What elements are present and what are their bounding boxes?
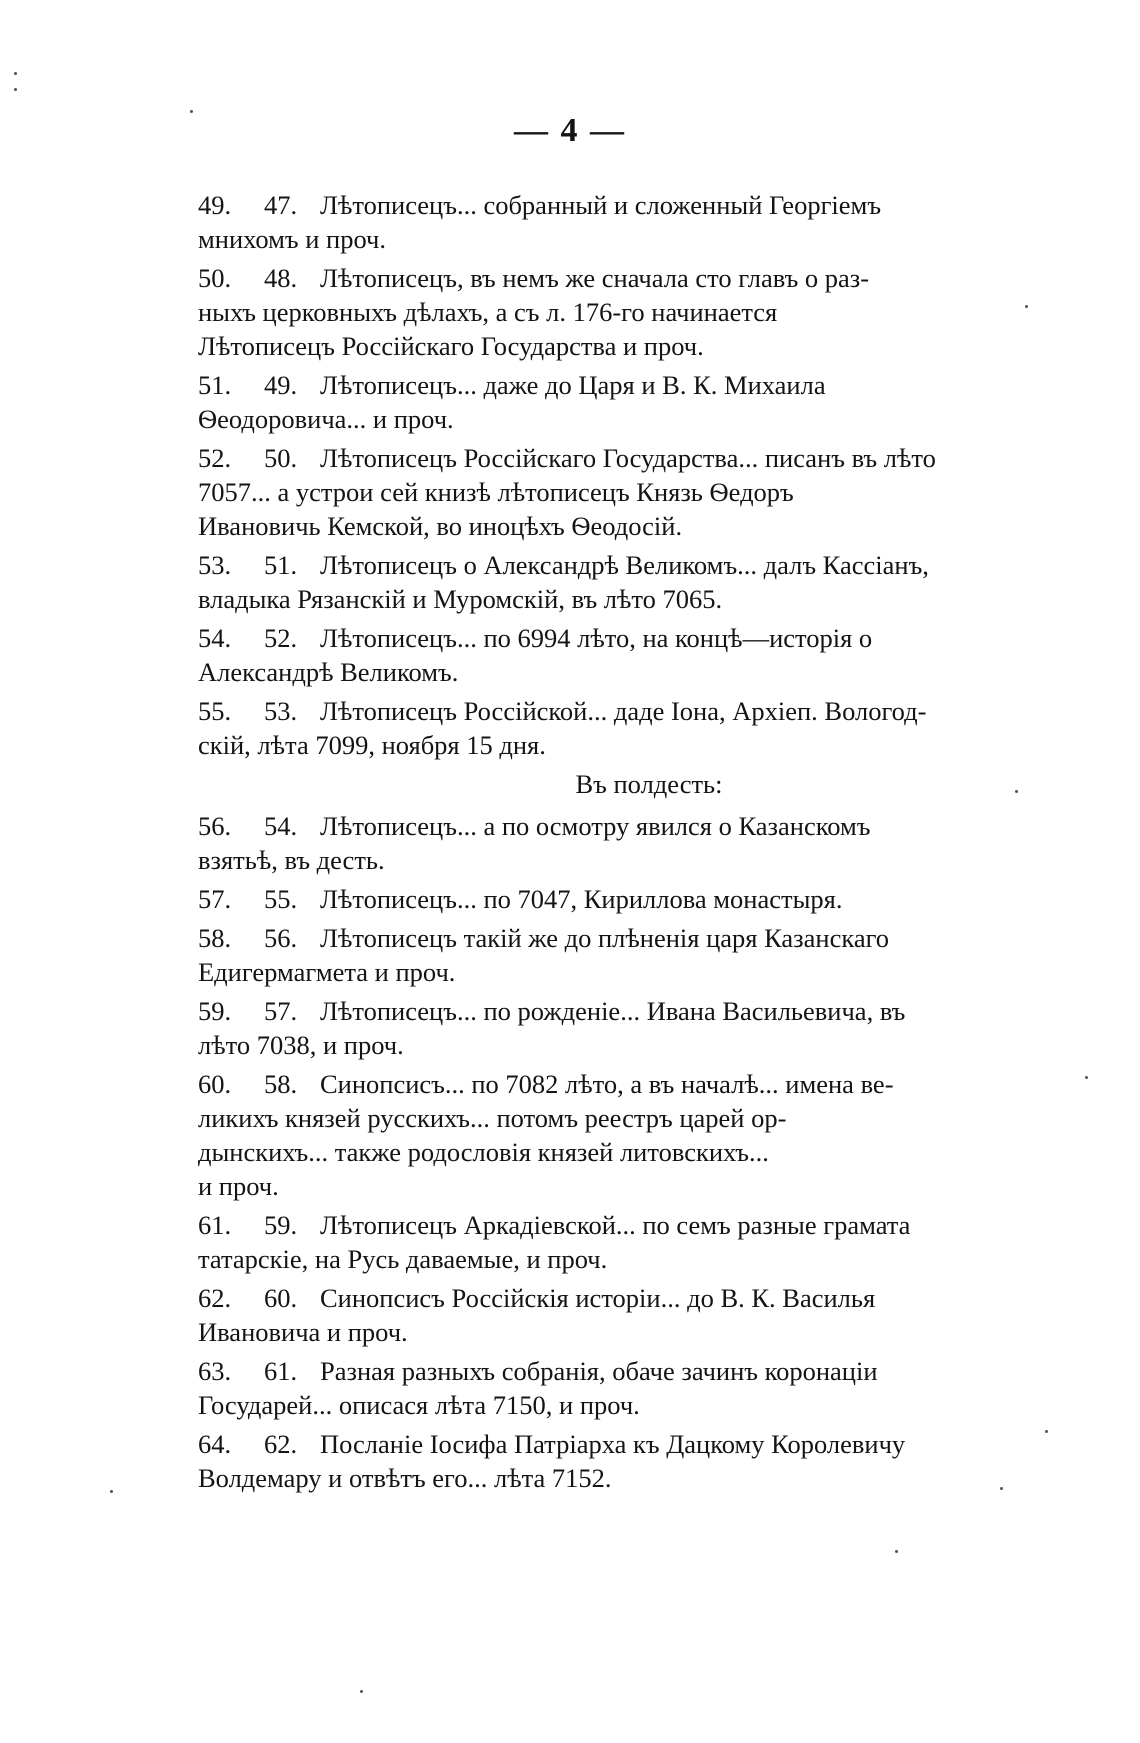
entry-line: дынскихъ... также родословія князей литовскихъ... [198, 1137, 769, 1167]
catalog-entry [198, 809, 980, 877]
entry-line: Александрѣ Великомъ. [198, 657, 459, 687]
entry-text [198, 1354, 980, 1422]
entry-number: 56. [198, 811, 232, 841]
entry-line: Лѣтописецъ Россійской... даде Іона, Архіеп. Вологод- [320, 696, 927, 726]
catalog-entry [198, 548, 980, 616]
scan-speck [110, 1490, 113, 1493]
entry-line: владыка Рязанскій и Муромскій, въ лѣто 7065. [198, 584, 723, 614]
entry-line: татарскіе, на Русь даваемые, и проч. [198, 1244, 608, 1274]
entry-line: Лѣтописецъ такій же до плѣненія царя Казанскаго [320, 923, 890, 953]
entry-line: и проч. [198, 1171, 279, 1201]
catalog-entry [198, 1208, 980, 1276]
entry-number: 62. [198, 1283, 232, 1313]
entry-text [198, 1281, 980, 1349]
entry-line: взятьѣ, въ десть. [198, 845, 385, 875]
scan-speck [360, 1690, 363, 1693]
entry-old-number: 49. [264, 370, 298, 400]
entry-number: 55. [198, 696, 232, 726]
entry-old-number: 54. [264, 811, 298, 841]
entry-text [198, 694, 980, 762]
entry-line: Лѣтописецъ... по 7047, Кириллова монастыря. [320, 884, 843, 914]
scan-speck [895, 1550, 898, 1553]
catalog-entry [198, 921, 980, 989]
entry-number: 63. [198, 1356, 232, 1386]
entry-text [198, 882, 980, 916]
entry-line: Лѣтописецъ... собранный и сложенный Георгіемъ [320, 190, 882, 220]
entry-old-number: 59. [264, 1210, 298, 1240]
catalog-entry [198, 1354, 980, 1422]
entry-line: Волдемару и отвѣтъ его... лѣта 7152. [198, 1463, 612, 1493]
catalog-entry [198, 1067, 980, 1203]
catalog-entry [198, 441, 980, 543]
catalog-entry [198, 368, 980, 436]
page-number: — 4 — [514, 112, 626, 149]
catalog-entry [198, 188, 980, 256]
entry-text [198, 921, 980, 989]
entry-line: 7057... а устрои сей книзѣ лѣтописецъ Князь Ѳедоръ [198, 477, 794, 507]
entry-old-number: 50. [264, 443, 298, 473]
entry-number: 49. [198, 190, 232, 220]
scan-speck [1085, 1076, 1088, 1079]
entry-number: 64. [198, 1429, 232, 1459]
entry-old-number: 48. [264, 263, 298, 293]
scan-speck [190, 110, 193, 113]
catalog-entries [198, 188, 980, 1500]
entry-old-number: 56. [264, 923, 298, 953]
entry-line: Лѣтописецъ, въ немъ же сначала сто главъ о раз- [320, 263, 870, 293]
catalog-entry [198, 882, 980, 916]
scan-speck [1045, 1430, 1048, 1433]
entry-number: 59. [198, 996, 232, 1026]
entry-number: 50. [198, 263, 232, 293]
entry-line: Ивановичь Кемской, во иноцѣхъ Ѳеодосій. [198, 511, 683, 541]
entry-line: Едигермагмета и проч. [198, 957, 456, 987]
entry-line: мнихомъ и проч. [198, 224, 386, 254]
entry-number: 52. [198, 443, 232, 473]
entry-number: 53. [198, 550, 232, 580]
section-heading: Въ полдесть: [575, 769, 723, 799]
entry-text [198, 261, 980, 363]
entry-line: лѣто 7038, и проч. [198, 1030, 404, 1060]
scan-speck [14, 72, 17, 75]
entry-number: 60. [198, 1069, 232, 1099]
entry-number: 54. [198, 623, 232, 653]
entry-line: Лѣтописецъ Аркадіевской... по семъ разные грамата [320, 1210, 911, 1240]
entry-text [198, 994, 980, 1062]
catalog-entry [198, 1281, 980, 1349]
entry-line: Лѣтописецъ о Александрѣ Великомъ... далъ Кассіанъ, [320, 550, 929, 580]
entry-text [198, 188, 980, 256]
entry-old-number: 55. [264, 884, 298, 914]
entry-line: Синопсисъ... по 7082 лѣто, а въ началѣ... имена ве- [320, 1069, 894, 1099]
entry-text [198, 1067, 980, 1203]
entry-line: Ѳеодоровича... и проч. [198, 404, 454, 434]
entry-text [198, 809, 980, 877]
entry-line: Ивановича и проч. [198, 1317, 408, 1347]
entry-old-number: 58. [264, 1069, 298, 1099]
entries-bottom-list [198, 809, 980, 1495]
entries-top-list [198, 188, 980, 762]
entry-text [198, 1208, 980, 1276]
entry-line: Государей... описася лѣта 7150, и проч. [198, 1390, 640, 1420]
catalog-entry [198, 994, 980, 1062]
catalog-entry [198, 261, 980, 363]
entry-old-number: 47. [264, 190, 298, 220]
entry-text [198, 1427, 980, 1495]
entry-old-number: 62. [264, 1429, 298, 1459]
entry-old-number: 60. [264, 1283, 298, 1313]
entry-number: 51. [198, 370, 232, 400]
entry-line: Синопсисъ Россійскія исторіи... до В. К. Василья [320, 1283, 876, 1313]
entry-line: Лѣтописецъ Россійскаго Государства и проч. [198, 331, 704, 361]
entry-line: Лѣтописецъ... по рожденіе... Ивана Васильевича, въ [320, 996, 906, 1026]
entry-text [198, 621, 980, 689]
entry-old-number: 57. [264, 996, 298, 1026]
entry-old-number: 53. [264, 696, 298, 726]
catalog-entry [198, 694, 980, 762]
entry-line: Лѣтописецъ Россійскаго Государства... писанъ въ лѣто [320, 443, 936, 473]
entry-line: Разная разныхъ собранія, обаче зачинъ коронаціи [320, 1356, 878, 1386]
entry-old-number: 61. [264, 1356, 298, 1386]
entry-number: 57. [198, 884, 232, 914]
entry-old-number: 51. [264, 550, 298, 580]
catalog-entry [198, 1427, 980, 1495]
entry-old-number: 52. [264, 623, 298, 653]
entry-text [198, 548, 980, 616]
entry-line: Лѣтописецъ... по 6994 лѣто, на концѣ—исторія о [320, 623, 873, 653]
catalog-entry [198, 621, 980, 689]
entry-line: ликихъ князей русскихъ... потомъ реестръ царей ор- [198, 1103, 787, 1133]
scan-speck [1025, 305, 1028, 308]
entry-text [198, 441, 980, 543]
entry-text [198, 368, 980, 436]
scan-speck [14, 88, 17, 91]
scan-speck [1000, 1487, 1003, 1490]
entry-number: 61. [198, 1210, 232, 1240]
entry-line: скій, лѣта 7099, ноября 15 дня. [198, 730, 546, 760]
entry-line: Посланіе Іосифа Патріарха къ Дацкому Королевичу [320, 1429, 906, 1459]
entry-line: ныхъ церковныхъ дѣлахъ, а съ л. 176-го начинается [198, 297, 778, 327]
scan-speck [1015, 790, 1018, 793]
entry-line: Лѣтописецъ... даже до Царя и В. К. Михаила [320, 370, 826, 400]
entry-line: Лѣтописецъ... а по осмотру явился о Казанскомъ [320, 811, 871, 841]
entry-number: 58. [198, 923, 232, 953]
